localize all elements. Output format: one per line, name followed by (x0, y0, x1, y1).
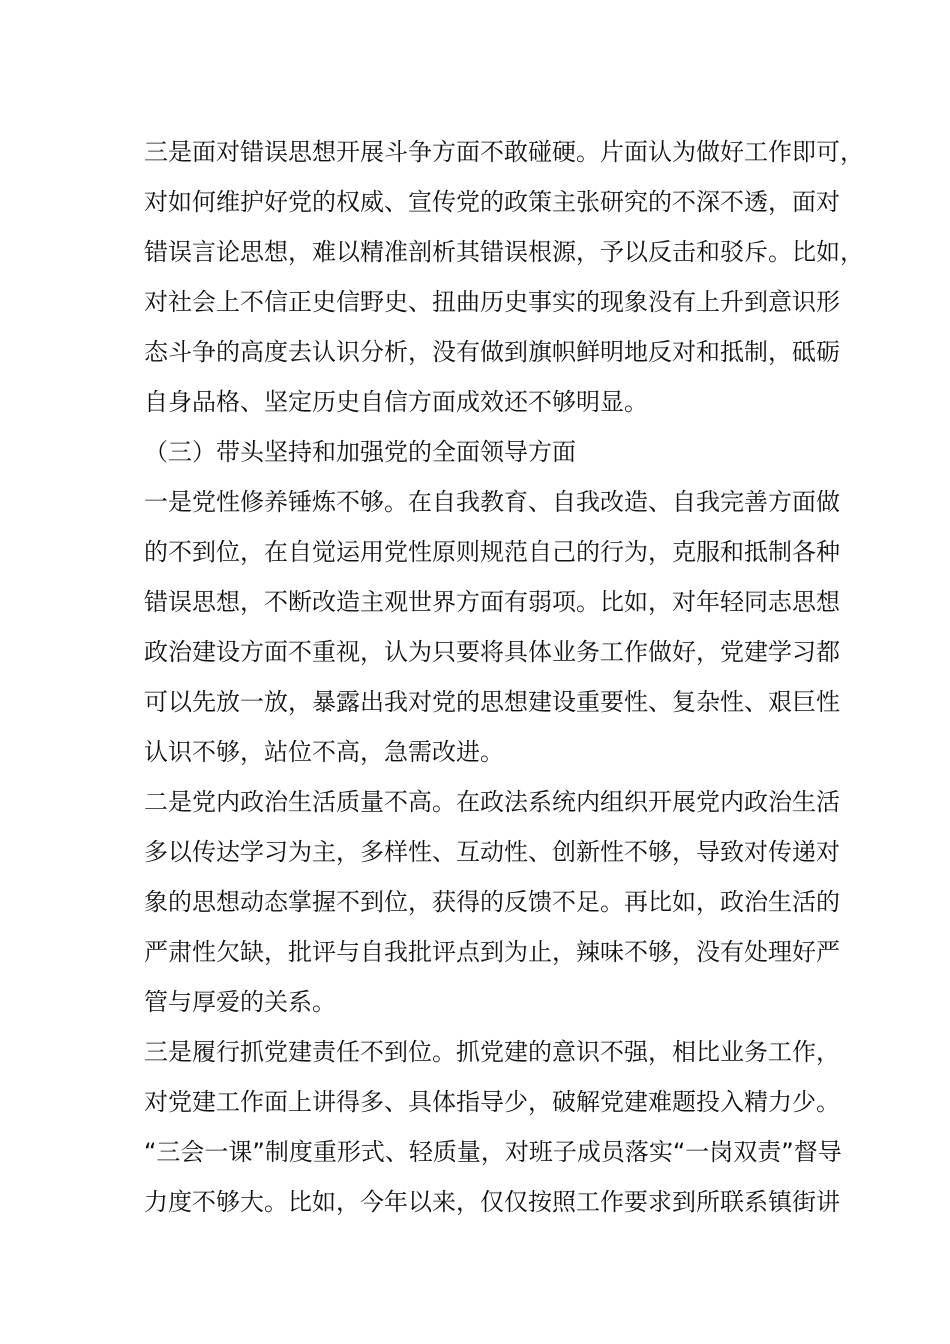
text-line: 对党建工作面上讲得多、具体指导少，破解党建难题投入精力少。 (144, 1088, 840, 1116)
text-line: 对社会上不信正史信野史、扭曲历史事实的现象没有上升到意识形 (144, 288, 840, 316)
text-line: 三是履行抓党建责任不到位。抓党建的意识不强，相比业务工作， (144, 1038, 840, 1066)
text-line: 力度不够大。比如，今年以来，仅仅按照工作要求到所联系镇街讲 (144, 1188, 840, 1216)
text-line: 象的思想动态掌握不到位，获得的反馈不足。再比如，政治生活的 (144, 888, 840, 916)
text-line: 严肃性欠缺，批评与自我批评点到为止，辣味不够，没有处理好严 (144, 938, 840, 966)
document-body (144, 127, 864, 1227)
text-line: 的不到位，在自觉运用党性原则规范自己的行为，克服和抵制各种 (144, 538, 840, 566)
text-line: 多以传达学习为主，多样性、互动性、创新性不够，导致对传递对 (144, 838, 840, 866)
text-line: 自身品格、坚定历史自信方面成效还不够明显。 (144, 388, 648, 416)
text-line: 三是面对错误思想开展斗争方面不敢碰硬。片面认为做好工作即可， (144, 138, 864, 166)
text-line: 二是党内政治生活质量不高。在政法系统内组织开展党内政治生活 (144, 788, 840, 816)
text-line: “三会一课”制度重形式、轻质量，对班子成员落实“一岗双责”督导 (144, 1138, 842, 1166)
text-line: 政治建设方面不重视，认为只要将具体业务工作做好，党建学习都 (144, 638, 840, 666)
text-line: 对如何维护好党的权威、宣传党的政策主张研究的不深不透，面对 (144, 188, 840, 216)
text-line: 错误言论思想，难以精准剖析其错误根源，予以反击和驳斥。比如， (144, 238, 864, 266)
section-heading: （三）带头坚持和加强党的全面领导方面 (144, 438, 576, 466)
text-line: 态斗争的高度去认识分析，没有做到旗帜鲜明地反对和抵制，砥砺 (144, 338, 840, 366)
text-line: 可以先放一放，暴露出我对党的思想建设重要性、复杂性、艰巨性 (144, 688, 840, 716)
text-line: 一是党性修养锤炼不够。在自我教育、自我改造、自我完善方面做 (144, 488, 840, 516)
text-line: 错误思想，不断改造主观世界方面有弱项。比如，对年轻同志思想 (144, 588, 840, 616)
text-line: 管与厚爱的关系。 (144, 988, 336, 1016)
text-line: 认识不够，站位不高，急需改进。 (144, 738, 504, 766)
